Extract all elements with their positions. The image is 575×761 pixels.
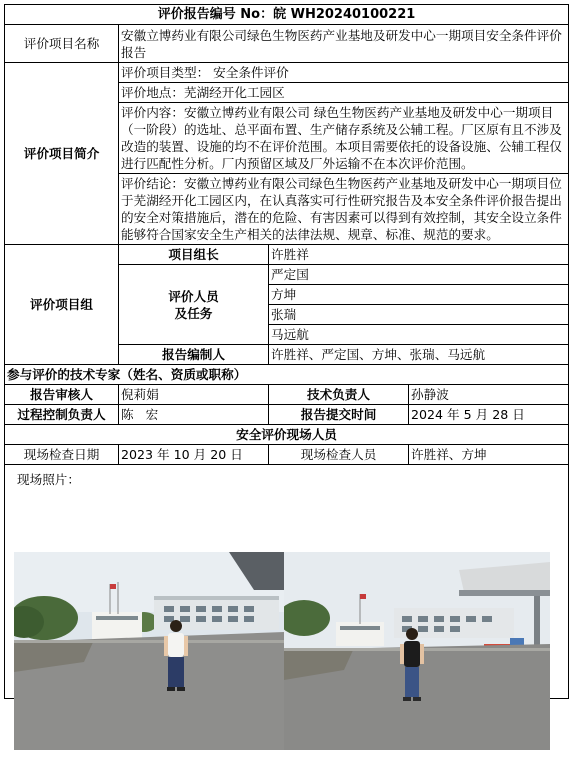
site-date: 2023 年 10 月 20 日 — [119, 445, 269, 465]
project-summary-label: 评价项目简介 — [5, 63, 119, 245]
site-photo-1-image — [14, 552, 284, 750]
reviewer-name: 倪莉娟 — [119, 385, 269, 405]
process-label: 过程控制负责人 — [5, 405, 119, 425]
process-name: 陈 宏 — [119, 405, 269, 425]
title-row — [5, 5, 569, 25]
member-name: 严定国 — [269, 265, 569, 285]
writers-label: 报告编制人 — [119, 345, 269, 365]
submit-label: 报告提交时间 — [269, 405, 409, 425]
site-photo-2 — [284, 552, 550, 750]
site-people-label: 现场检查人员 — [269, 445, 409, 465]
project-location: 评价地点：芜湖经开化工园区 — [119, 83, 569, 103]
site-date-label: 现场检查日期 — [5, 445, 119, 465]
report-number-label: 评价报告编号 — [157, 7, 236, 22]
site-row — [5, 445, 569, 465]
review-row-1 — [5, 385, 569, 405]
member-name: 马远航 — [269, 325, 569, 345]
project-type: 评价项目类型： 安全条件评价 — [119, 63, 569, 83]
project-summary-row — [5, 63, 569, 83]
team-label: 评价项目组 — [5, 245, 119, 365]
reviewer-label: 报告审核人 — [5, 385, 119, 405]
project-name-value: 安徽立博药业有限公司绿色生物医药产业基地及研发中心一期项目安全条件评价报告 — [119, 25, 569, 63]
site-section-row — [5, 425, 569, 445]
leader-label: 项目组长 — [119, 245, 269, 265]
site-section-label: 安全评价现场人员 — [5, 425, 569, 445]
experts-row — [5, 365, 569, 385]
site-photo-1 — [14, 552, 284, 750]
project-name-label: 评价项目名称 — [5, 25, 119, 63]
member-name: 张瑞 — [269, 305, 569, 325]
team-leader-row — [5, 245, 569, 265]
review-row-2 — [5, 405, 569, 425]
tech-label: 技术负责人 — [269, 385, 409, 405]
report-number-cell — [5, 5, 569, 25]
project-conclusion: 评价结论：安徽立博药业有限公司绿色生物医药产业基地及研发中心一期项目位于芜湖经开化工园区内，在认真落实可行性研究报告及本安全条件评价报告提出的安全对策措施后，潜在的危险、有害因素可以得到有效控制，其安全设立条件能够符合国家安全生产相关的法律法规、规章、标准、规范的要求。 — [119, 174, 569, 245]
members-label: 评价人员 及任务 — [119, 265, 269, 345]
member-name: 方坤 — [269, 285, 569, 305]
submit-date: 2024 年 5 月 28 日 — [409, 405, 569, 425]
project-name-row — [5, 25, 569, 63]
photos-label: 现场照片： — [17, 472, 80, 487]
report-number: No：皖 WH20240100221 — [240, 7, 416, 22]
leader-name: 许胜祥 — [269, 245, 569, 265]
tech-name: 孙静波 — [409, 385, 569, 405]
project-content: 评价内容：安徽立博药业有限公司 绿色生物医药产业基地及研发中心一期项目（一阶段）的选址、总平面布置、生产储存系统及公辅工程。厂区原有且不涉及改造的装置、设施的均不在评价范围。本项目需要依托的设备设施、公辅工程仅进行匹配性分析。厂内预留区域及厂外运输不在本次评价范围。 — [119, 103, 569, 174]
experts-label: 参与评价的技术专家（姓名、资质或职称） — [5, 365, 569, 385]
writers-names: 许胜祥、严定国、方坤、张瑞、马远航 — [269, 345, 569, 365]
site-photo-2-image — [284, 552, 550, 750]
site-people: 许胜祥、方坤 — [409, 445, 569, 465]
